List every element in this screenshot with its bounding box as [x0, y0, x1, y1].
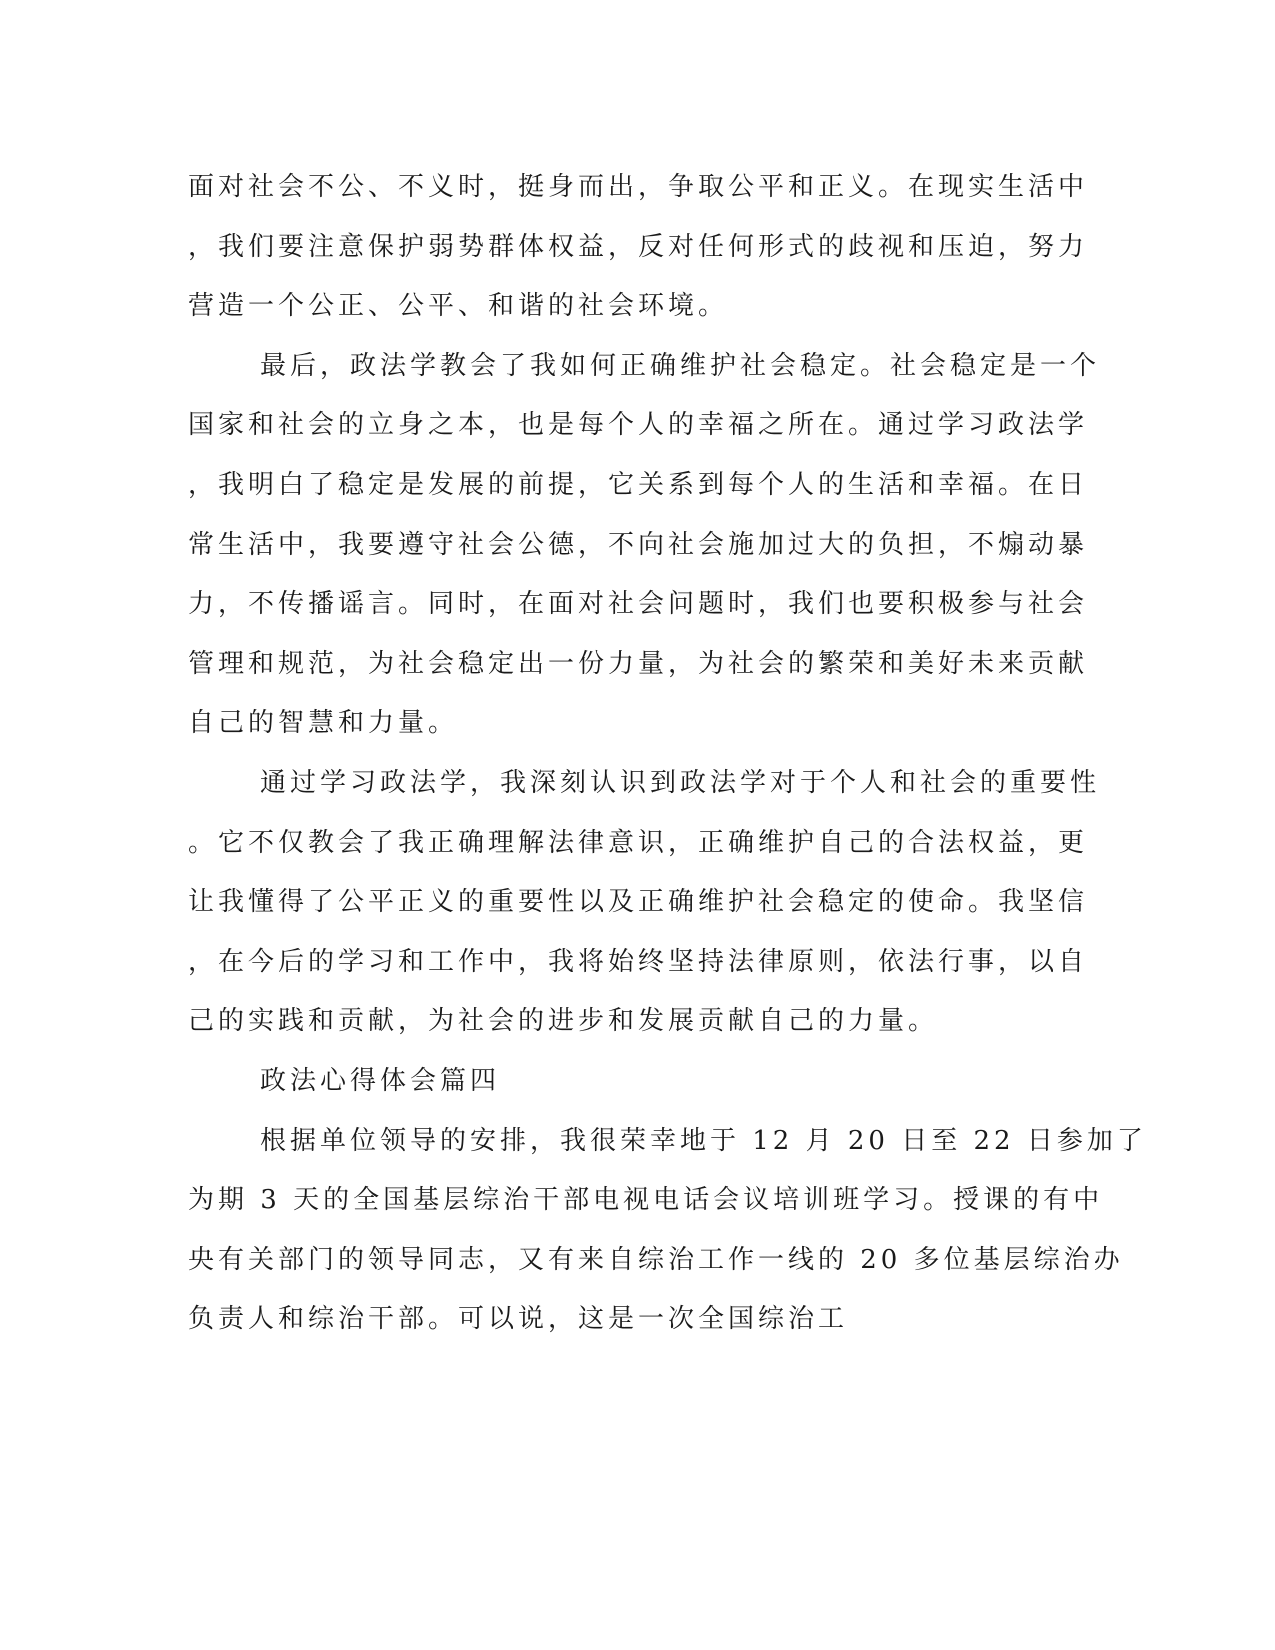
section-heading: 政法心得体会篇四	[260, 1065, 501, 1096]
text-line: 。它不仅教会了我正确理解法律意识，正确维护自己的合法权益，更	[188, 827, 1089, 858]
paragraph-start-line: 通过学习政法学，我深刻认识到政法学对于个人和社会的重要性	[260, 767, 1101, 798]
text-line: 面对社会不公、不义时，挺身而出，争取公平和正义。在现实生活中	[188, 172, 1089, 202]
paragraph-start-line: 最后，政法学教会了我如何正确维护社会稳定。社会稳定是一个	[260, 350, 1101, 381]
text-line: 央有关部门的领导同志，又有来自综治工作一线的 20 多位基层综治办	[188, 1244, 1124, 1275]
text-line: 让我懂得了公平正义的重要性以及正确维护社会稳定的使命。我坚信	[188, 887, 1089, 918]
text-line: 己的实践和贡献，为社会的进步和发展贡献自己的力量。	[188, 1006, 939, 1037]
text-line: 营造一个公正、公平、和谐的社会环境。	[188, 291, 729, 322]
text-line: 常生活中，我要遵守社会公德，不向社会施加过大的负担，不煽动暴	[188, 529, 1089, 560]
text-line: 为期 3 天的全国基层综治干部电视电话会议培训班学习。授课的有中	[188, 1185, 1104, 1216]
text-line: 负责人和综治干部。可以说，这是一次全国综治工	[188, 1304, 849, 1335]
text-line: 力，不传播谣言。同时，在面对社会问题时，我们也要积极参与社会	[188, 589, 1089, 620]
text-line: ，在今后的学习和工作中，我将始终坚持法律原则，依法行事，以自	[188, 946, 1089, 977]
text-line: 国家和社会的立身之本，也是每个人的幸福之所在。通过学习政法学	[188, 410, 1089, 441]
text-line: 自己的智慧和力量。	[188, 708, 459, 739]
text-line: 管理和规范，为社会稳定出一份力量，为社会的繁荣和美好未来贡献	[188, 648, 1089, 679]
document-body	[188, 158, 1147, 1350]
text-line: ，我们要注意保护弱势群体权益，反对任何形式的歧视和压迫，努力	[188, 231, 1089, 262]
paragraph-start-line: 根据单位领导的安排，我很荣幸地于 12 月 20 日至 22 日参加了	[260, 1125, 1147, 1156]
text-line: ，我明白了稳定是发展的前提，它关系到每个人的生活和幸福。在日	[188, 469, 1089, 500]
